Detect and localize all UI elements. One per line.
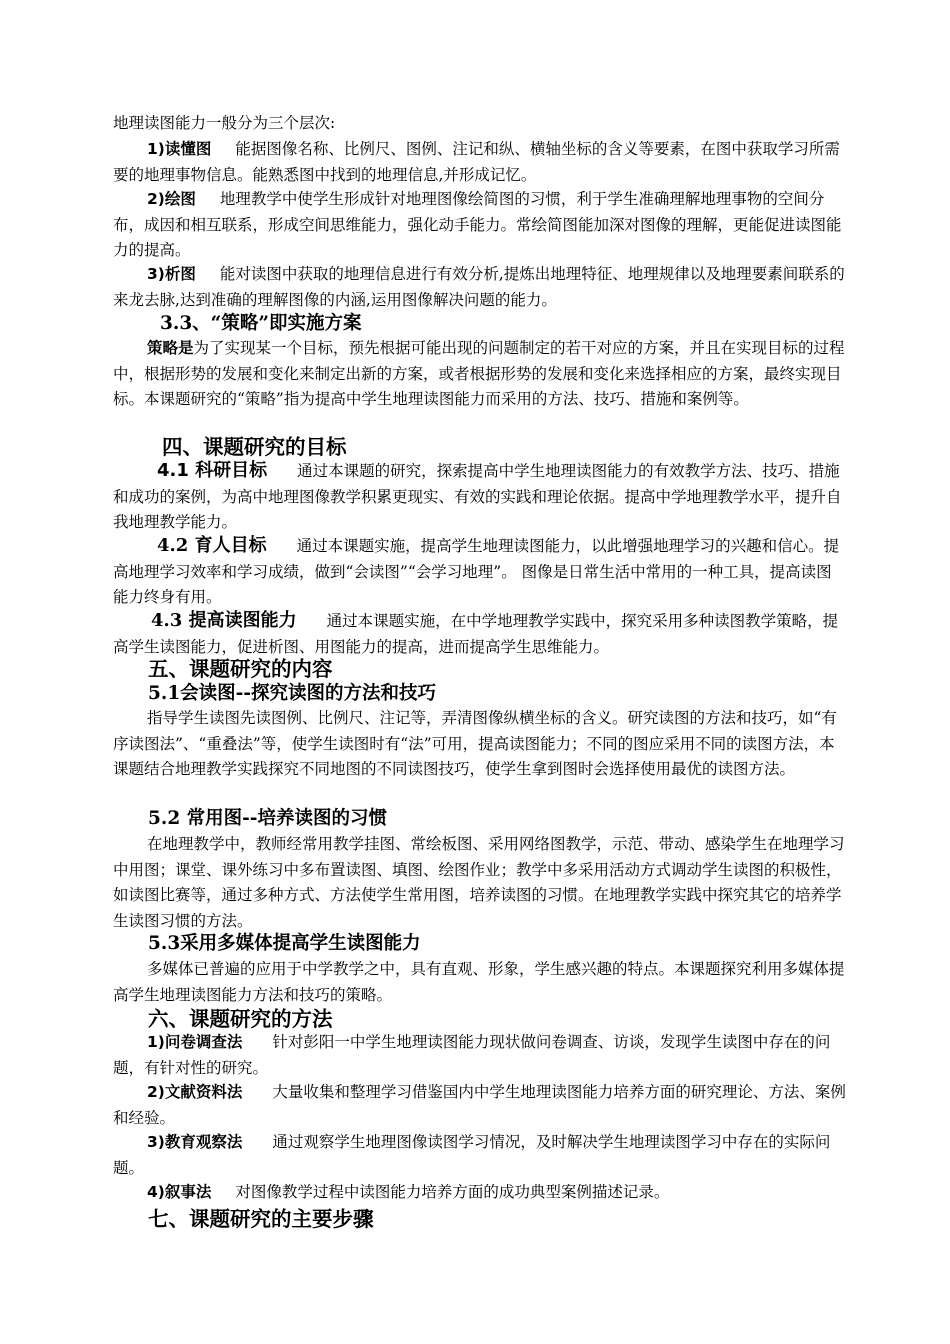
level-1-label: 1)读懂图 xyxy=(147,140,212,158)
goal-4-3-paragraph xyxy=(113,608,847,660)
method-2-label: 2)文献资料法 xyxy=(147,1083,243,1101)
section-5-1-heading: 5.1会读图--探究读图的方法和技巧 xyxy=(148,683,437,704)
goal-4-2-text: 通过本课题实施，提高学生地理读图能力，以此增强地理学习的兴趣和信心。提高地理学习效率和学习成绩，做到“会读图”“会学习地理”。 图像是日常生活中常用的一种工具，提高读图能力终身有用。 xyxy=(113,537,840,606)
method-4-text: 对图像教学过程中读图能力培养方面的成功典型案例描述记录。 xyxy=(235,1183,670,1201)
method-3-paragraph xyxy=(113,1130,847,1181)
level-3-text: 能对读图中获取的地理信息进行有效分析,提炼出地理特征、地理规律以及地理要素间联系的来龙去脉,达到准确的理解图像的内涵,运用图像解决问题的能力。 xyxy=(113,265,845,309)
goal-4-2-paragraph xyxy=(113,533,847,611)
section-5-3-text: 多媒体已普遍的应用于中学教学之中，具有直观、形象，学生感兴趣的特点。本课题探究利用多媒体提高学生地理读图能力方法和技巧的策略。 xyxy=(113,960,845,1004)
goal-4-3-text: 通过本课题实施，在中学地理教学实践中，探究采用多种读图教学策略，提高学生读图能力，促进析图、用图能力的提高，进而提高学生思维能力。 xyxy=(113,612,839,656)
method-2-paragraph xyxy=(113,1080,847,1131)
method-4-paragraph xyxy=(113,1180,847,1206)
strategy-term: 策略是 xyxy=(147,339,194,357)
level-2-paragraph xyxy=(113,187,847,264)
method-1-label: 1)问卷调查法 xyxy=(147,1033,243,1051)
section-7-heading: 七、课题研究的主要步骤 xyxy=(148,1207,374,1231)
method-4-label: 4)叙事法 xyxy=(147,1183,212,1201)
section-5-heading: 五、课题研究的内容 xyxy=(148,657,333,681)
goal-4-1-paragraph xyxy=(113,458,847,536)
method-1-paragraph xyxy=(113,1030,847,1081)
level-3-paragraph xyxy=(113,262,847,313)
section-5-2-text: 在地理教学中，教师经常用教学挂图、常绘板图、采用网络图教学，示范、带动、感染学生在地理学习中用图；课堂、课外练习中多布置读图、填图、绘图作业；教学中多采用活动方式调动学生读图的积极性，如读图比赛等，通过多种方式、方法使学生常用图，培养读图的习惯。在地理教学实践中探究其它的培养学生读图习惯的方法。 xyxy=(113,835,845,930)
level-3-label: 3)析图 xyxy=(147,265,196,283)
goal-4-3-label: 4.3 提高读图能力 xyxy=(151,610,297,631)
section-5-2-heading: 5.2 常用图--培养读图的习惯 xyxy=(148,808,387,829)
section-5-3-heading: 5.3采用多媒体提高学生读图能力 xyxy=(148,933,421,954)
goal-4-1-label: 4.1 科研目标 xyxy=(157,460,268,481)
goal-4-1-text: 通过本课题的研究，探索提高中学生地理读图能力的有效教学方法、技巧、措施和成功的案例，为高中地理图像教学积累更现实、有效的实践和理论依据。提高中学地理教学水平，提升自我地理教学能力。 xyxy=(113,462,842,531)
level-1-paragraph xyxy=(113,137,847,188)
intro-text: 地理读图能力一般分为三个层次: xyxy=(113,114,336,132)
goal-4-2-label: 4.2 育人目标 xyxy=(157,535,267,556)
method-3-label: 3)教育观察法 xyxy=(147,1133,243,1151)
method-1-text: 针对彭阳一中学生地理读图能力现状做问卷调查、访谈，发现学生读图中存在的问题，有针对性的研究。 xyxy=(113,1033,831,1077)
method-2-text: 大量收集和整理学习借鉴国内中学生地理读图能力培养方面的研究理论、方法、案例和经验。 xyxy=(113,1083,846,1127)
section-3-3-paragraph xyxy=(113,336,847,413)
level-1-text: 能据图像名称、比例尺、图例、注记和纵、横轴坐标的含义等要素，在图中获取学习所需要的地理事物信息。能熟悉图中找到的地理信息,并形成记忆。 xyxy=(113,140,840,184)
method-3-text: 通过观察学生地理图像读图学习情况，及时解决学生地理读图学习中存在的实际问题。 xyxy=(113,1133,831,1177)
level-2-text: 地理教学中使学生形成针对地理图像绘简图的习惯，利于学生准确理解地理事物的空间分布，成因和相互联系，形成空间思维能力，强化动手能力。常绘简图能加深对图像的理解，更能促进读图能力的提高。 xyxy=(113,190,842,259)
section-3-3-text: 为了实现某一个目标，预先根据可能出现的问题制定的若干对应的方案，并且在实现目标的过程中，根据形势的发展和变化来制定出新的方案，或者根据形势的发展和变化来选择相应的方案，最终实现目标。本课题研究的“策略”指为提高中学生地理读图能力而采用的方法、技巧、措施和案例等。 xyxy=(113,339,845,408)
level-2-label: 2)绘图 xyxy=(147,190,196,208)
section-3-3-heading: 3.3、“策略”即实施方案 xyxy=(160,313,362,334)
section-4-heading: 四、课题研究的目标 xyxy=(162,435,347,459)
section-6-heading: 六、课题研究的方法 xyxy=(148,1007,333,1031)
section-5-1-text: 指导学生读图先读图例、比例尺、注记等，弄清图像纵横坐标的含义。研究读图的方法和技巧，如“有序读图法”、“重叠法”等，使学生读图时有“法”可用，提高读图能力；不同的图应采用不同的读图方法，本课题结合地理教学实践探究不同地图的不同读图技巧，使学生拿到图时会选择使用最优的读图方法。 xyxy=(113,709,837,778)
